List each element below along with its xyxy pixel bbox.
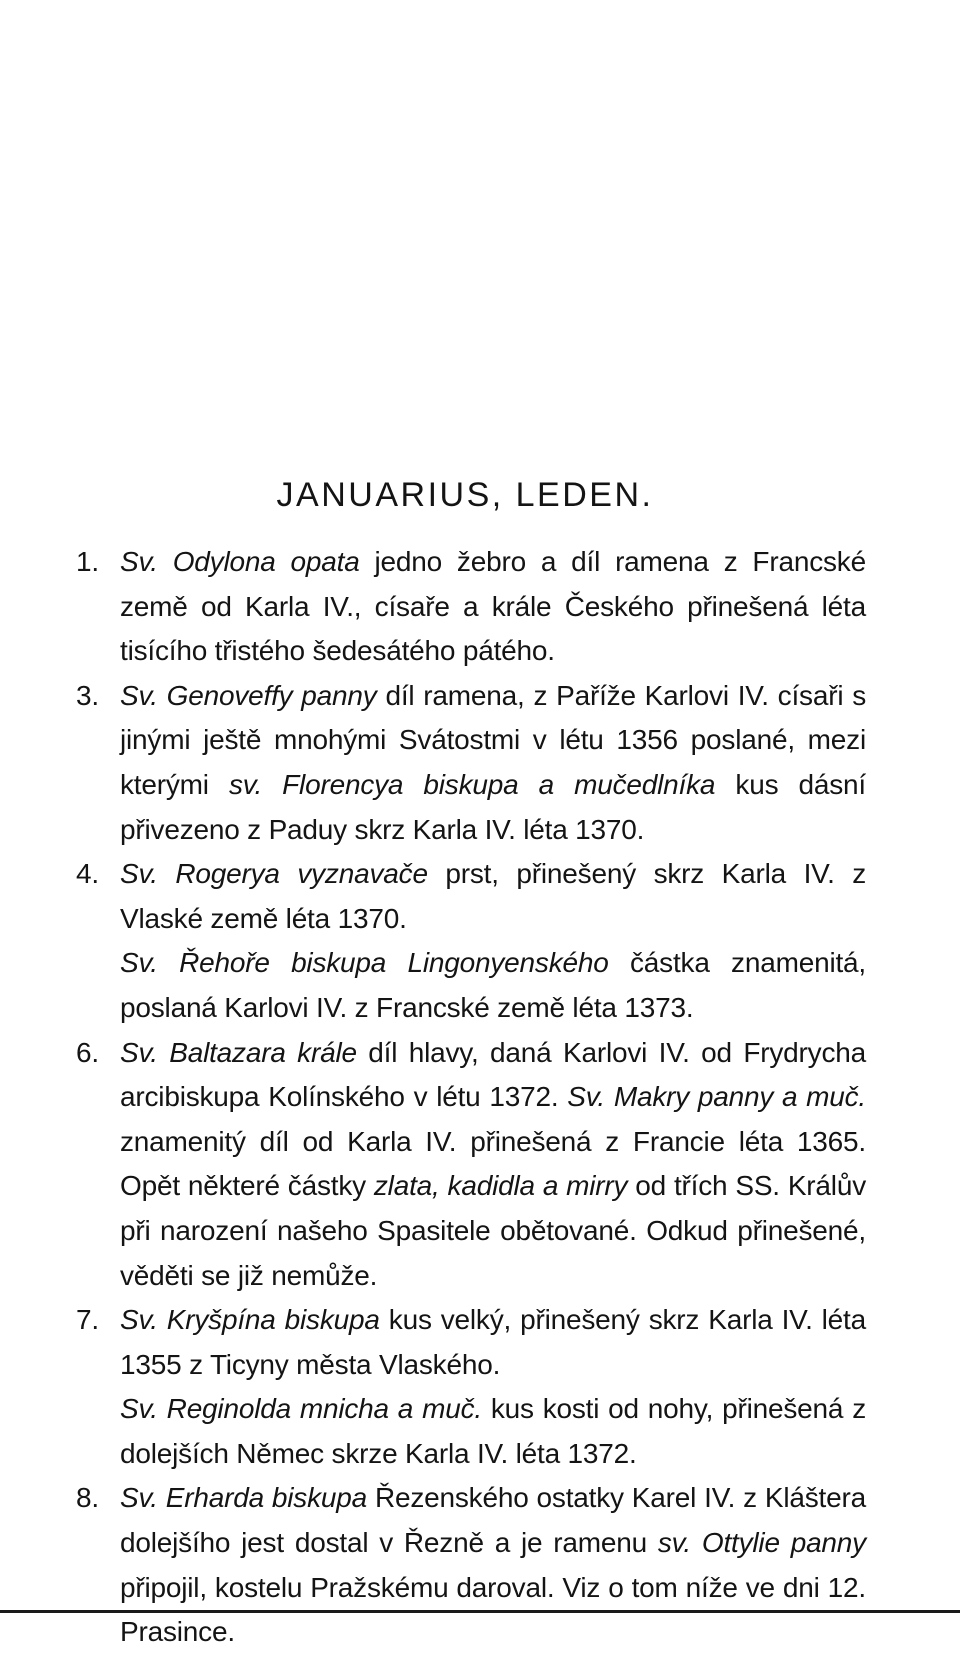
entry-body-text: díl ramena, z Paříže Karlovi IV. císaři s jinými ještě mnohými Svátostmi v létu 1356 poslané, mezi kterými	[120, 679, 866, 800]
entry	[76, 540, 866, 674]
entry-number: 8.	[76, 1482, 99, 1514]
entry-body-text: Řezenského ostatky Karel IV. z Kláštera dolejšího jest dostal v Řezně a je ramenu	[120, 1482, 866, 1559]
page-heading: JANUARIUS, LEDEN.	[276, 476, 654, 514]
entry-text	[120, 1304, 866, 1380]
entry-body-text: od třích SS. Králův při narození našeho Spasitele obětované. Odkud přinešené, věděti se již nemůže.	[120, 1170, 866, 1291]
entry-number: 1.	[76, 546, 99, 577]
entry-body-text: částka znamenitá, poslaná Karlovi IV. z Francské země léta 1373.	[120, 947, 866, 1023]
entry	[76, 1387, 866, 1476]
entry-text	[120, 858, 866, 934]
entry-saint-name: Sv. Kryšpína biskupa	[120, 1304, 380, 1336]
entry-saint-name: sv. Florencya biskupa a mučedlníka	[228, 768, 716, 800]
entry	[76, 1476, 866, 1654]
entry-saint-name: Sv. Genoveffy panny	[120, 679, 377, 711]
entry-saint-name: Sv. Erharda biskupa	[120, 1482, 367, 1514]
entry-body-text: kus dásní přivezeno z Paduy skrz Karla IV. léta 1370.	[120, 768, 866, 845]
entry-saint-name: Sv. Baltazara krále	[120, 1036, 357, 1068]
entry-relic-name: zlata, kadidla a mirry	[373, 1170, 628, 1202]
entry-number: 7.	[76, 1304, 99, 1336]
entry-saint-name: Sv. Řehoře biskupa Lingonyenského	[120, 947, 609, 979]
entry	[76, 674, 866, 852]
entry-text	[120, 1482, 866, 1647]
entry-number: 6.	[76, 1036, 99, 1068]
entry-text	[120, 1393, 866, 1469]
entry-text	[120, 680, 866, 845]
entry-body-text: jedno žebro a díl ramena z Francské země od Karla IV., císaře a krále Českého přinešená léta tisícího třistého šedesátého pátého.	[120, 546, 866, 667]
entry-text	[120, 1037, 866, 1291]
entry-body-text: kus kosti od nohy, přinešená z dolejších Němec skrze Karla IV. léta 1372.	[120, 1393, 866, 1469]
entry	[76, 941, 866, 1030]
entry-saint-name: Sv. Rogerya vyznavače	[120, 858, 428, 890]
relic-entries-list	[76, 540, 866, 1655]
entry-number: 4.	[76, 858, 99, 890]
bottom-rule	[0, 1610, 960, 1613]
entry-text	[120, 947, 866, 1023]
entry-number: 3.	[76, 679, 99, 711]
entry-text	[120, 546, 866, 666]
entry-saint-name: Sv. Makry panny a muč.	[567, 1081, 867, 1113]
entry-body-text: prst, přinešený skrz Karla IV. z Vlaské země léta 1370.	[120, 858, 867, 934]
entry-saint-name: Sv. Reginolda mnicha a muč.	[120, 1393, 482, 1425]
entry	[76, 1298, 866, 1387]
entry-body-text: kus velký, přinešený skrz Karla IV. léta 1355 z Ticyny města Vlaského.	[120, 1304, 866, 1380]
entry	[76, 1031, 866, 1299]
entry-body-text: připojil, kostelu Pražskému daroval. Viz o tom níže ve dni 12. Prasince.	[120, 1571, 866, 1648]
entry-body-text: znamenitý díl od Karla IV. přinešená z Francie léta 1365. Opět některé částky	[120, 1125, 866, 1202]
entry-saint-name: Sv. Odylona opata	[120, 546, 360, 577]
entry-body-text: díl hlavy, daná Karlovi IV. od Frydrycha arcibiskupa Kolínského v létu 1372.	[120, 1036, 866, 1113]
entry-saint-name: sv. Ottylie panny	[657, 1527, 866, 1559]
entry	[76, 852, 866, 941]
